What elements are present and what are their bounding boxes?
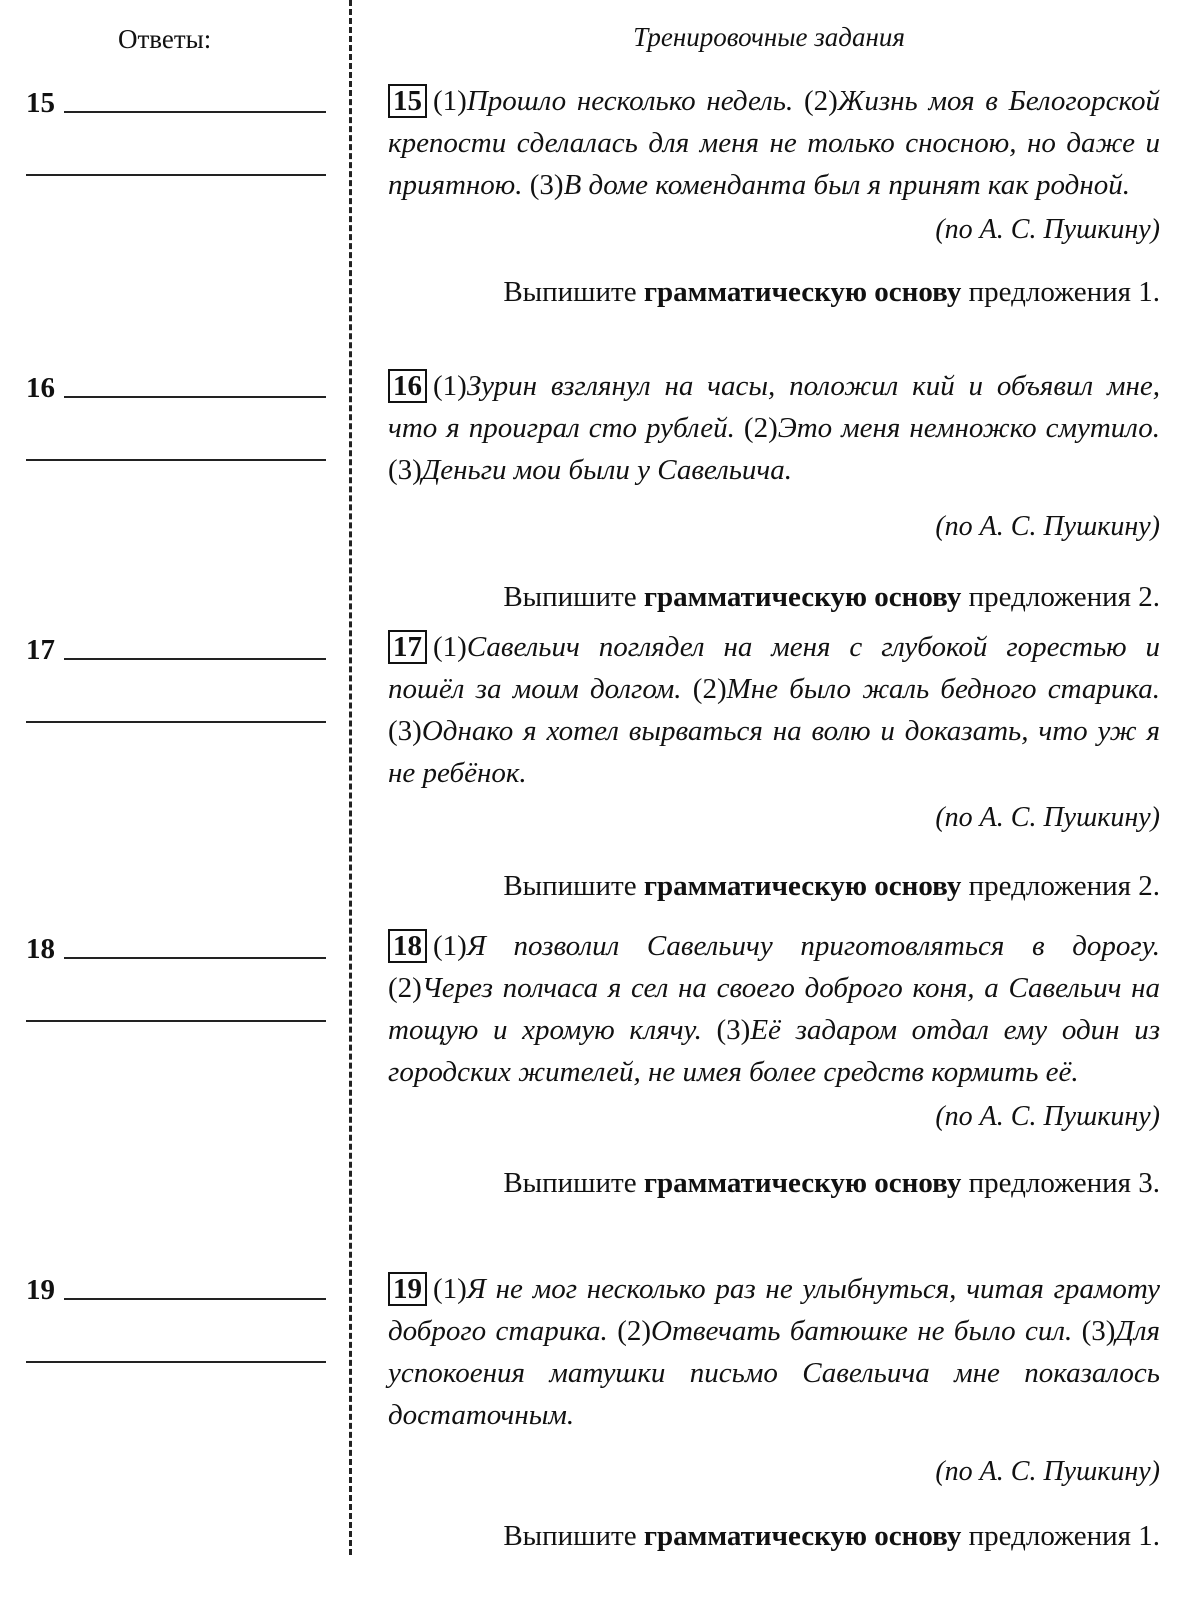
sentence-text: Я не мог несколько раз не улыбнуться, читая грамоту доброго старика. [388,1273,1160,1347]
question-text: Выпишите [503,581,637,613]
task-number-box: 19 [388,1272,427,1306]
sentence-text: Мне было жаль бедного старика. [726,673,1161,705]
sentence-number: (1) [433,631,467,663]
answers-heading: Ответы: [118,24,212,54]
task-number-box: 16 [388,369,427,403]
sentence-number: (2) [743,412,778,444]
task-15 [388,80,1160,312]
task-question [388,1516,1160,1556]
question-text: Выпишите [503,1167,637,1199]
task-question [388,577,1160,617]
answer-number: 16 [26,372,55,404]
sentence-number: (1) [433,1273,467,1305]
task-number-box: 17 [388,630,427,664]
task-19 [388,1268,1160,1556]
sentence-text: Я позволил Савельичу приготовляться в дорогу. [466,930,1160,962]
sentence-text: В доме коменданта был я принят как родной. [563,169,1130,201]
answer-line[interactable] [26,1361,326,1363]
task-question [388,272,1160,312]
source-citation: (по А. С. Пушкину) [935,1456,1160,1487]
sentence-text: Для успокоения матушки письмо Савельича мне показалось достаточным. [388,1315,1161,1431]
task-16 [388,365,1160,617]
task-number-box: 18 [388,929,427,963]
sentence-number: (2) [692,673,727,705]
answer-line[interactable] [64,1298,326,1300]
answer-line[interactable] [26,1020,326,1022]
question-emphasis: грамматическую основу [643,1167,962,1199]
task-18 [388,925,1160,1203]
question-emphasis: грамматическую основу [643,870,962,902]
sentence-text: Это меня немножко смутило. [777,412,1161,444]
question-emphasis: грамматическую основу [643,276,962,308]
dashed-cut-line [349,0,352,1555]
sentence-number: (3) [388,715,422,747]
sentence-number: (1) [433,370,467,402]
task-text [388,80,1160,206]
source-citation: (по А. С. Пушкину) [935,214,1160,245]
sentence-number: (3) [716,1014,751,1046]
sentence-text: Однако я хотел вырваться на волю и доказать, что уж я не ребёнок. [388,715,1160,789]
task-number-box: 15 [388,84,427,118]
question-text: предложения 1. [968,1520,1160,1552]
task-text [388,925,1160,1093]
question-text: предложения 2. [968,581,1160,613]
sentence-number: (3) [1081,1315,1116,1347]
question-emphasis: грамматическую основу [643,1520,962,1552]
answer-line[interactable] [26,174,326,176]
question-text: Выпишите [503,870,637,902]
sentence-text: Отвечать батюшке не было сил. [651,1315,1073,1347]
sentence-number: (2) [617,1315,652,1347]
task-text [388,365,1160,491]
answer-number: 15 [26,87,55,119]
sentence-text: Жизнь моя в Белогорской крепости сделалась для меня не только сносною, но даже и приятною. [388,85,1160,201]
answer-line[interactable] [64,658,326,660]
tasks-heading: Тренировочные задания [633,22,905,52]
question-text: предложения 2. [968,870,1160,902]
answer-number: 18 [26,933,55,965]
sentence-number: (1) [433,85,467,117]
answer-line[interactable] [64,957,326,959]
task-question [388,1163,1160,1203]
question-text: предложения 3. [968,1167,1160,1199]
answer-line[interactable] [26,459,326,461]
task-text [388,1268,1160,1436]
sentence-number: (3) [388,454,422,486]
source-citation: (по А. С. Пушкину) [935,802,1160,833]
answer-line[interactable] [64,396,326,398]
task-question [388,866,1160,906]
source-citation: (по А. С. Пушкину) [935,1101,1160,1132]
sentence-text: Через полчаса я сел на своего доброго коня, а Савельич на тощую и хромую клячу. [388,972,1160,1046]
answer-line[interactable] [64,111,326,113]
task-text [388,626,1160,794]
sentence-number: (2) [388,972,422,1004]
answer-line[interactable] [26,721,326,723]
sentence-number: (3) [529,169,564,201]
task-17 [388,626,1160,906]
question-text: Выпишите [503,1520,637,1552]
sentence-text: Савельич поглядел на меня с глубокой горестью и пошёл за моим долгом. [388,631,1160,705]
answer-number: 17 [26,634,55,666]
question-emphasis: грамматическую основу [643,581,962,613]
sentence-text: Зурин взглянул на часы, положил кий и объявил мне, что я проиграл сто рублей. [388,370,1160,444]
question-text: Выпишите [503,276,637,308]
answer-number: 19 [26,1274,55,1306]
sentence-text: Прошло несколько недель. [466,85,794,117]
sentence-number: (2) [803,85,838,117]
source-citation: (по А. С. Пушкину) [935,511,1160,542]
question-text: предложения 1. [968,276,1160,308]
sentence-number: (1) [433,930,467,962]
sentence-text: Её задаром отдал ему один из городских жителей, не имея более средств кормить её. [388,1014,1161,1088]
sentence-text: Деньги мои были у Савельича. [421,454,793,486]
